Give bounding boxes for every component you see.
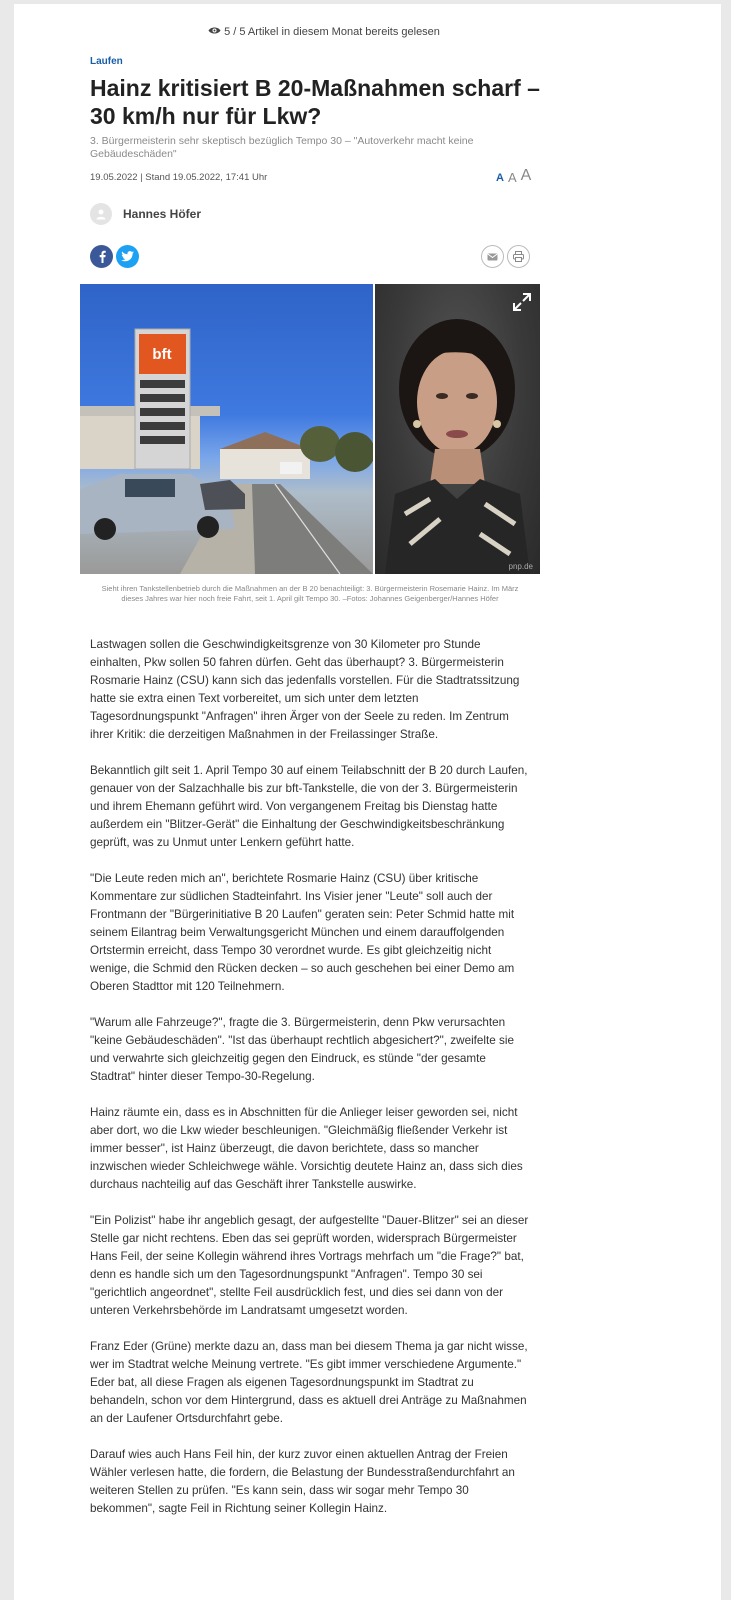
article-paragraph: Franz Eder (Grüne) merkte dazu an, dass man bei diesem Thema ja gar nicht wisse, wer im Stadtrat welche Meinung vertrete. "Es gibt immer verschiedene Argumente." Eder bat, all diese Fragen als eigenen Tagesordnungspunkt im Stadtrat zu behandeln, schon vor dem Hintergrund, dass es aktuell drei Anträge zu Maßnahmen an der Laufener Ortsdurchfahrt gebe. bbox=[90, 1340, 528, 1425]
facebook-icon bbox=[97, 250, 107, 263]
author-name[interactable]: Hannes Höfer bbox=[123, 207, 202, 221]
article-body bbox=[90, 636, 530, 1536]
article-paragraph: "Die Leute reden mich an", berichtete Rosmarie Hainz (CSU) über kritische Kommentare zur südlichen Stadteinfahrt. Ins Visier jener "Leute" soll auch der Frontmann der "Bürgerinitiative B 20 Laufen" geraten sein: Peter Schmid hatte mit seinem Eilantrag beim Verwaltungsgericht München und einem darauffolgenden Ortstermin erreicht, dass Tempo 30 verordnet wurde. Es gibt gleichzeitig nicht wenige, die Schmid den Rücken decken – so auch geschehen bei einer Demo am Oberen Stadttor mit 120 Teilnehmern. bbox=[90, 872, 515, 993]
expand-image-button[interactable] bbox=[512, 292, 532, 312]
article-page bbox=[14, 4, 721, 1600]
article-paragraph: "Warum alle Fahrzeuge?", fragte die 3. Bürgermeisterin, denn Pkw verursachten "keine Gebäudeschäden". "Ist das überhaupt rechtlich abgesichert?", zweifelte sie und verwahrte sich gleichzeitig gegen den Eindruck, es stünde "der gesamte Stadtrat" hinter dieser Tempo-30-Regelung. bbox=[90, 1016, 514, 1083]
article-headline: Hainz kritisiert B 20-Maßnahmen scharf – 30 km/h nur für Lkw? bbox=[90, 75, 540, 129]
facebook-share-button[interactable] bbox=[90, 245, 113, 268]
article-subline: 3. Bürgermeisterin sehr skeptisch bezüglich Tempo 30 – "Autoverkehr macht keine Gebäudeschäden" bbox=[90, 135, 474, 160]
meter-text: 5 / 5 Artikel in diesem Monat bereits gelesen bbox=[224, 26, 440, 38]
sign-logo-text: bft bbox=[152, 346, 172, 363]
font-size-controls bbox=[496, 168, 531, 184]
avatar bbox=[90, 203, 112, 225]
user-icon bbox=[95, 208, 107, 220]
article-kicker[interactable]: Laufen bbox=[90, 56, 123, 67]
article-paragraph: Lastwagen sollen die Geschwindigkeitsgrenze von 30 Kilometer pro Stunde einhalten, Pkw sollen 50 fahren dürfen. Geht das überhaupt? 3. Bürgermeisterin Rosmarie Hainz (CSU) kann sich das jedenfalls vorstellen. Für die Stadtratssitzung hatte sie extra einen Text vorbereitet, um sich unter dem letzten Tagesordnungspunkt "Anfragen" ihren Ärger von der Seele zu reden. Im Zentrum ihrer Kritik: die derzeitigen Maßnahmen in der Freilassinger Straße. bbox=[90, 638, 520, 741]
email-button[interactable] bbox=[481, 245, 504, 268]
author-block bbox=[90, 203, 201, 225]
print-button[interactable] bbox=[507, 245, 530, 268]
print-icon bbox=[513, 251, 524, 262]
font-size-large-button[interactable]: A bbox=[520, 167, 532, 184]
portrait-photo bbox=[375, 284, 540, 574]
article-image[interactable] bbox=[80, 284, 540, 574]
email-icon bbox=[487, 253, 498, 261]
twitter-icon bbox=[121, 251, 134, 262]
font-size-medium-button[interactable]: A bbox=[507, 170, 517, 185]
article-paragraph: "Ein Polizist" habe ihr angeblich gesagt, der aufgestellte "Dauer-Blitzer" sei an dieser Stelle gar nicht rechtens. Eben das sei geprüft worden, widersprach Bürgermeister Hans Feil, der seine Kollegin während ihres Vortrags mehrfach um "die Frage?" bat, denn es handle sich um den Tagesordnungspunkt "Anfragen". Tempo 30 sei "gerichtlich angeordnet", stellte Feil ausdrücklich fest, und dies sei dann von der unteren Verkehrsbehörde im Landratsamt umgesetzt worden. bbox=[90, 1214, 529, 1317]
image-watermark: pnp.de bbox=[508, 562, 533, 571]
eye-icon bbox=[208, 26, 221, 38]
gas-station-photo bbox=[80, 284, 373, 574]
article-tools bbox=[481, 245, 530, 268]
article-paragraph: Hainz räumte ein, dass es in Abschnitten für die Anlieger leiser geworden sei, nicht aber dort, wo die Lkw wieder beschleunigen. "Gleichmäßig fließender Verkehr ist immer besser", ist Hainz überzeugt, die davon berichtete, dass so mancher inzwischen wieder Schleichwege wähle. Vorsichtig deutete Hainz an, dass sich dies durchaus nachteilig auf das Geschäft ihrer Tankstelle auswirke. bbox=[90, 1106, 523, 1191]
twitter-share-button[interactable] bbox=[116, 245, 139, 268]
expand-icon bbox=[512, 292, 532, 312]
article-dateline: 19.05.2022 | Stand 19.05.2022, 17:41 Uhr bbox=[90, 172, 268, 183]
share-buttons bbox=[90, 245, 139, 268]
article-meter bbox=[14, 26, 634, 38]
article-paragraph: Darauf wies auch Hans Feil hin, der kurz zuvor einen aktuellen Antrag der Freien Wähler verlesen hatte, die fordern, die Belastung der Bundesstraßendurchfahrt an weiteren Stellen zu prüfen. "Es kann sein, dass wir sogar mehr Tempo 30 bekommen", sagte Feil in Richtung seiner Kollegin Hainz. bbox=[90, 1448, 515, 1515]
image-caption: Sieht ihren Tankstellenbetrieb durch die Maßnahmen an der B 20 benachteiligt: 3. Bürgermeisterin Rosemarie Hainz. Im März dieses Jahres war hier noch freie Fahrt, seit 1. April gilt Tempo 30. –Fotos: Johannes Geigenberger/Hannes Höfer bbox=[101, 584, 519, 603]
font-size-small-button[interactable]: A bbox=[496, 172, 504, 184]
article-paragraph: Bekanntlich gilt seit 1. April Tempo 30 auf einem Teilabschnitt der B 20 durch Laufen, genauer von der Salzachhalle bis zur bft-Tankstelle, die von der 3. Bürgermeisterin und ihrem Ehemann geführt wird. Von vergangenem Freitag bis Dienstag hatte außerdem ein "Blitzer-Gerät" die Einhaltung der Geschwindigkeitsbeschränkung geprüft, was zu Unmut unter Lenkern geführt hatte. bbox=[90, 764, 528, 849]
